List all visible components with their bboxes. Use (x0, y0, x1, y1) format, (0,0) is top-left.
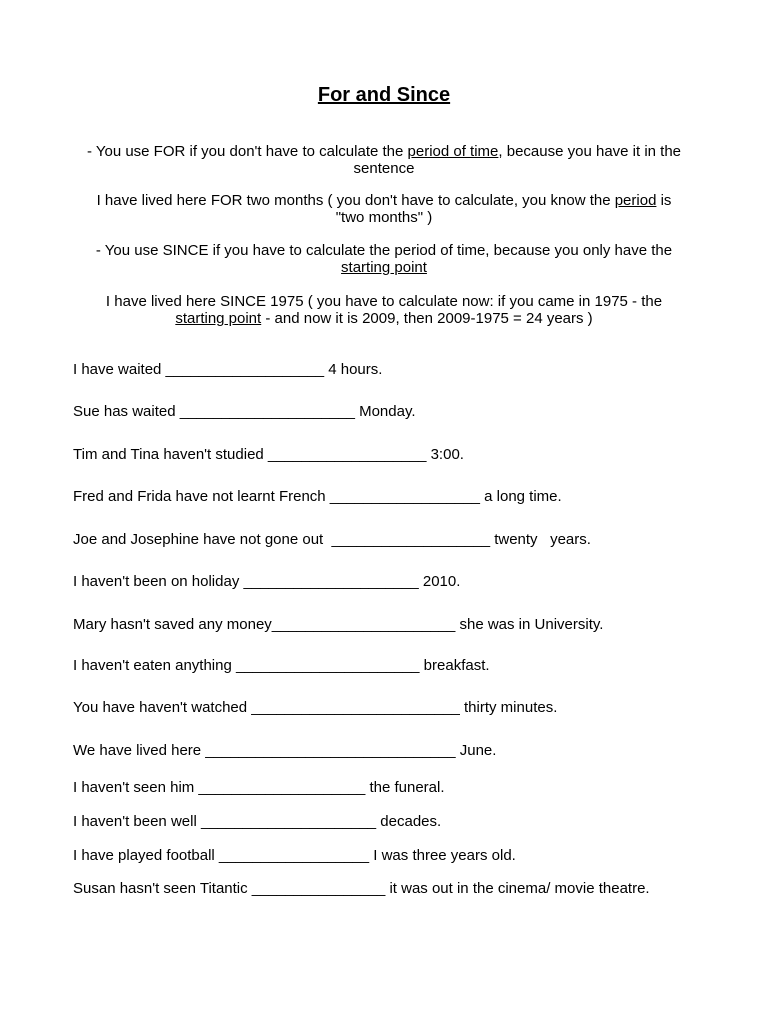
for-rule-paragraph (72, 143, 696, 177)
exercise-sentence-14: Susan hasn't seen Titantic ________________ it was out in the cinema/ movie theatre. (73, 880, 650, 897)
exercise-sentence-5: Joe and Josephine have not gone out ___________________ twenty years. (73, 531, 591, 548)
exercise-sentence-2: Sue has waited _____________________ Monday. (73, 403, 416, 420)
since-example-underline: starting point (175, 310, 262, 327)
since-example-text: I have lived here SINCE 1975 ( you have to calculate now: if you came in 1975 - the (105, 293, 663, 310)
exercise-sentence-4: Fred and Frida have not learnt French __________________ a long time. (73, 488, 562, 505)
for-rule-text: - You use FOR if you don't have to calculate the (86, 143, 408, 160)
exercise-sentence-1: I have waited ___________________ 4 hours. (73, 361, 383, 378)
for-rule-text-end: sentence (353, 160, 415, 177)
for-example-text-end: "two months" ) (335, 209, 433, 226)
exercise-sentence-9: You have haven't watched _________________________ thirty minutes. (73, 699, 558, 716)
for-example-text-cont: is (656, 192, 672, 209)
exercise-sentence-10: We have lived here ______________________________ June. (73, 742, 497, 759)
exercise-sentence-13: I have played football __________________ I was three years old. (73, 847, 516, 864)
since-example-paragraph (72, 293, 696, 327)
for-rule-text-cont: , because you have it in the (498, 143, 682, 160)
exercise-sentence-3: Tim and Tina haven't studied ___________________ 3:00. (73, 446, 464, 463)
for-example-paragraph (72, 192, 696, 226)
exercise-sentence-7: Mary hasn't saved any money______________________ she was in University. (73, 616, 604, 633)
exercise-sentence-6: I haven't been on holiday _____________________ 2010. (73, 573, 461, 590)
exercise-sentence-12: I haven't been well _____________________ decades. (73, 813, 442, 830)
since-rule-paragraph (72, 242, 696, 276)
exercise-sentence-11: I haven't seen him ____________________ the funeral. (73, 779, 445, 796)
for-example-underline: period (614, 192, 657, 209)
since-rule-text: - You use SINCE if you have to calculate the period of time, because you only have the (95, 242, 673, 259)
since-rule-underline: starting point (341, 259, 427, 276)
page-title: For and Since (317, 84, 451, 106)
since-example-text-cont: - and now it is 2009, then 2009-1975 = 24 years ) (261, 310, 593, 327)
for-rule-underline: period of time (407, 143, 499, 160)
for-example-text: I have lived here FOR two months ( you don't have to calculate, you know the (96, 192, 615, 209)
exercise-sentence-8: I haven't eaten anything ______________________ breakfast. (73, 657, 490, 674)
